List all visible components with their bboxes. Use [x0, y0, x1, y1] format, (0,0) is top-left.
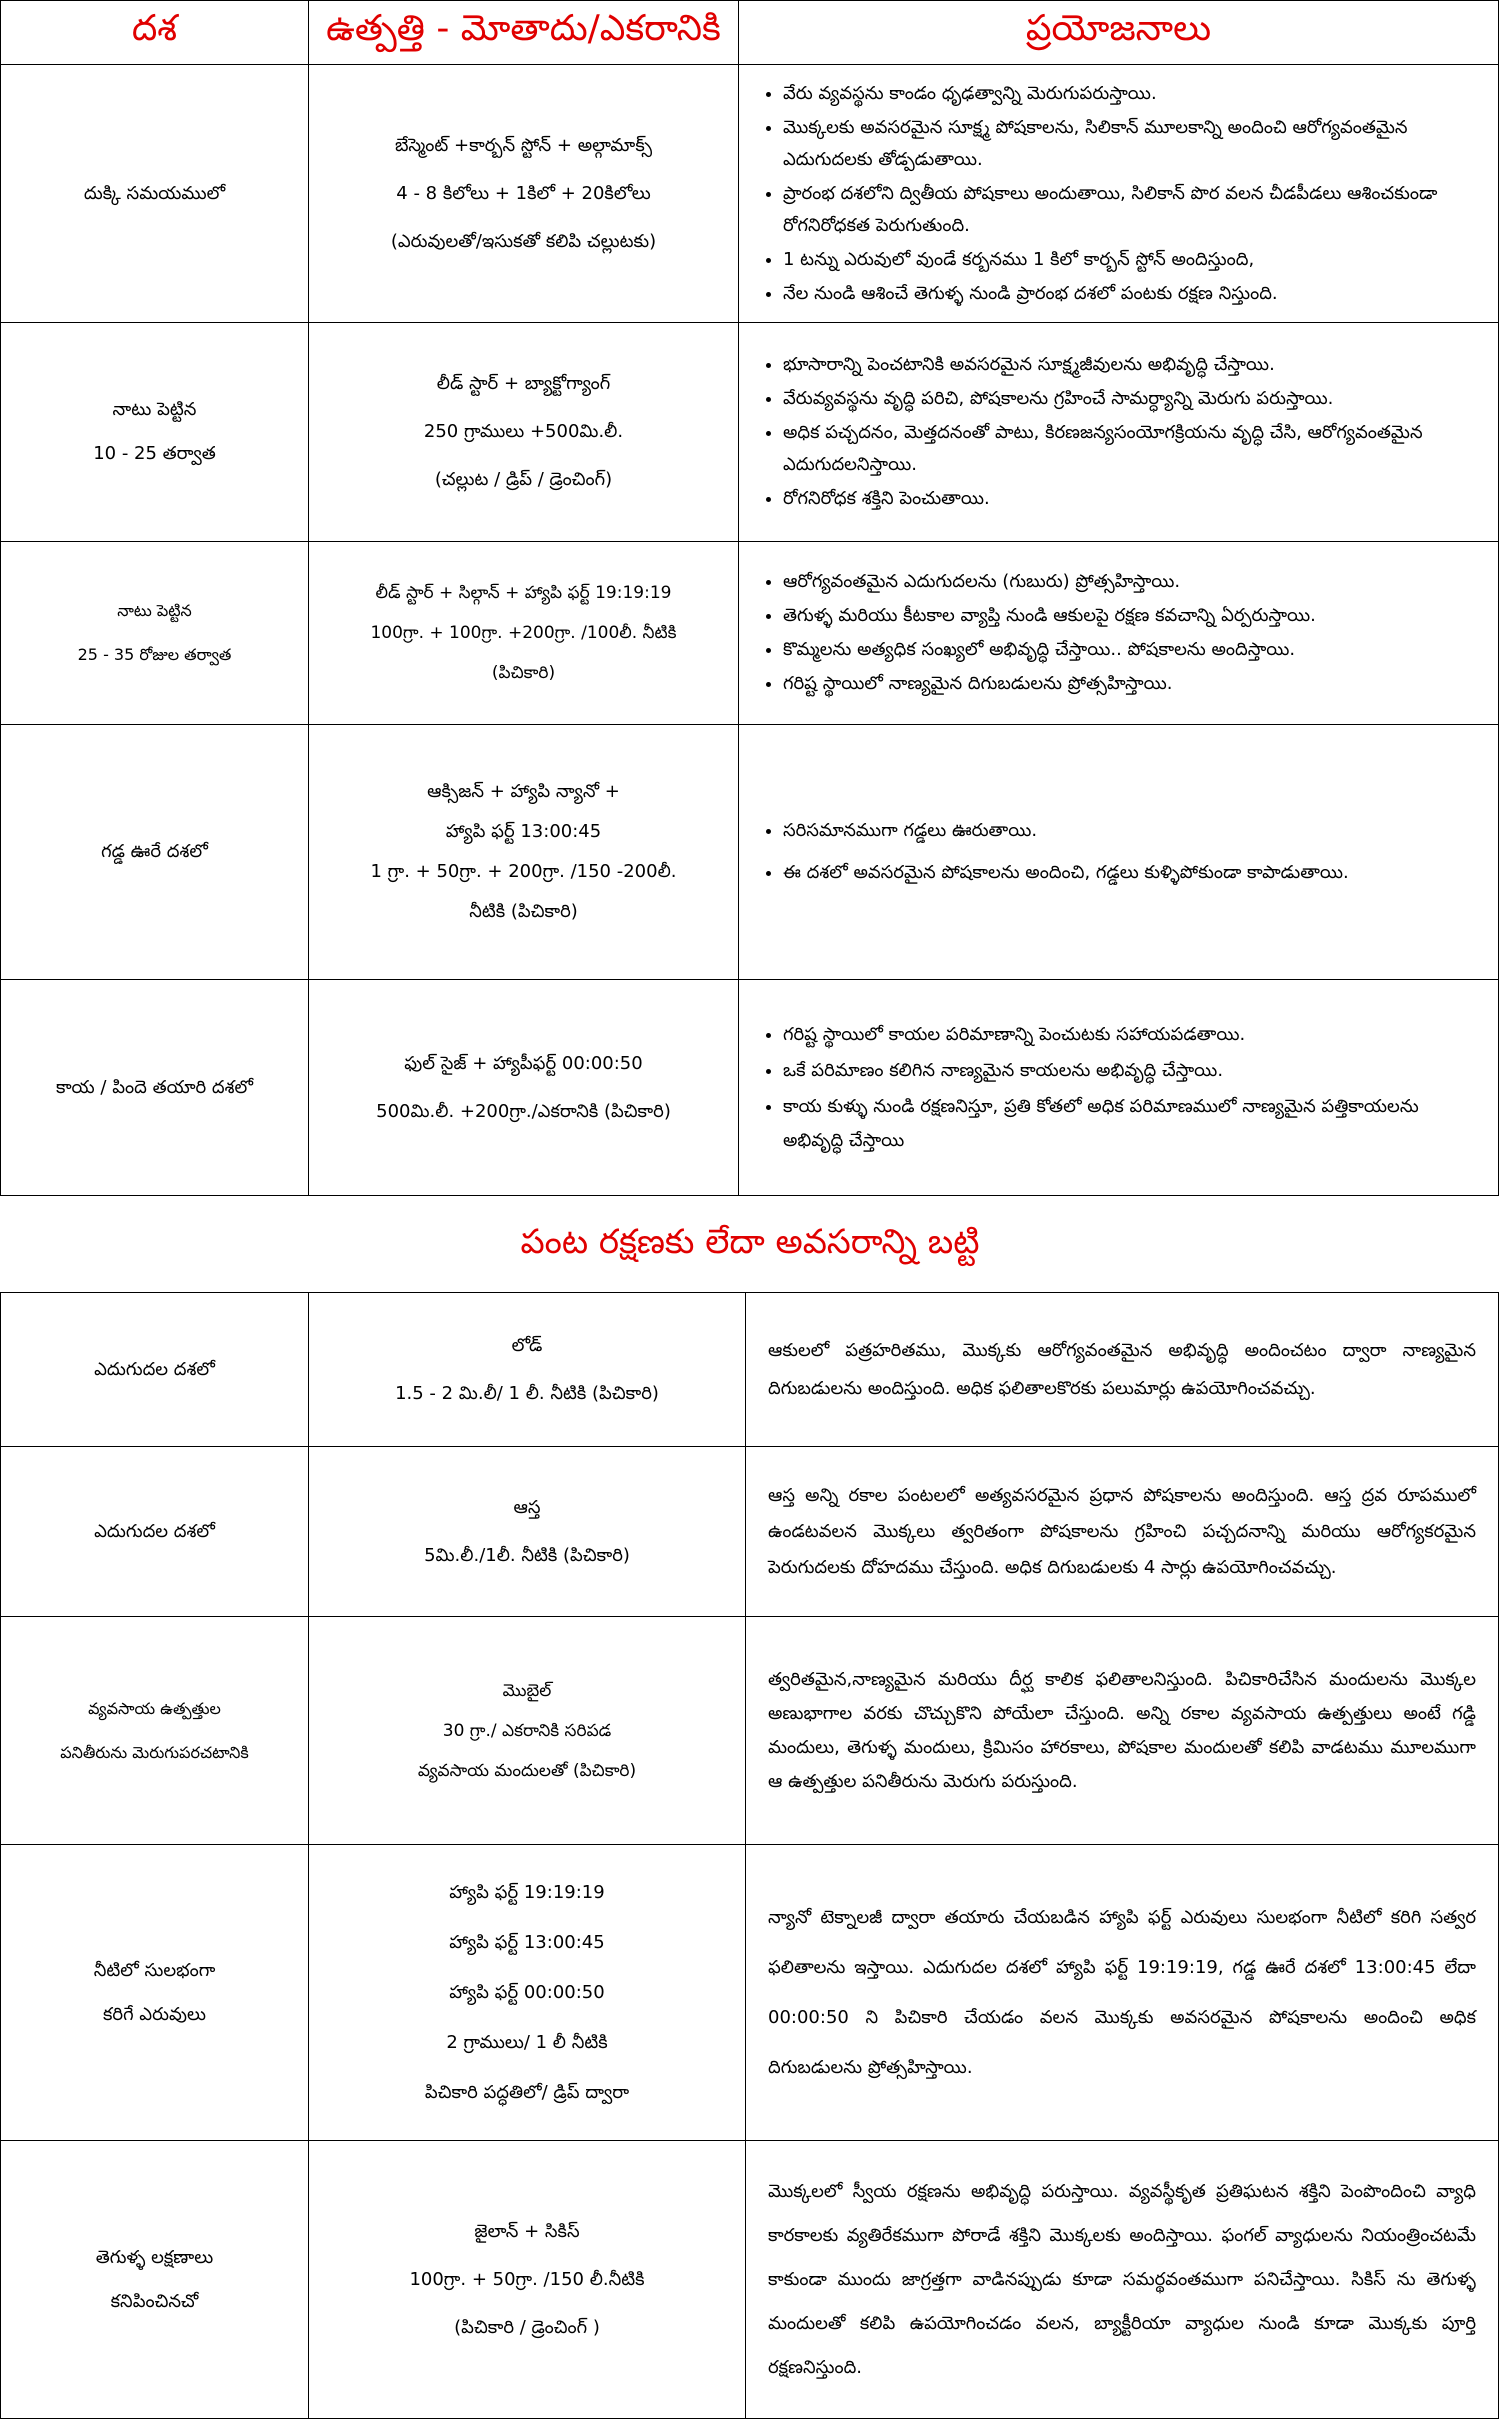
benefit-item: • కాయ కుళ్ళు నుండి రక్షణనిస్తూ, ప్రతి కోతలో అధిక పరిమాణములో నాణ్యమైన పత్తికాయలను అభివృద్ధి చేస్తాయి: [783, 1090, 1478, 1158]
product-cell: [309, 323, 739, 542]
dose-line: 5మి.లీ./1లీ. నీటికి (పిచికారి): [424, 1544, 630, 1566]
table-row: [1, 725, 1499, 980]
stage-line: పనితీరును మెరుగుపరచటానికి: [60, 1742, 249, 1762]
protection-table: [0, 1292, 1499, 2419]
stage-line: కనిపించినచో: [110, 2290, 199, 2312]
benefit-item: • నేల నుండి ఆశించే తెగుళ్ళ నుండి ప్రారంభ దశలో పంటకు రక్షణ నిస్తుంది.: [783, 278, 1478, 310]
product-line: మొబైల్: [502, 1680, 552, 1701]
stage-line: గడ్డ ఊరే దశలో: [101, 841, 208, 862]
stage-line: 10 - 25 తర్వాత: [93, 443, 216, 464]
dose-line: 1 గ్రా. + 50గ్రా. + 200గ్రా. /150 -200లీ.: [370, 861, 677, 882]
benefits-list: [739, 566, 1498, 700]
header-benefits: ప్రయోజనాలు: [739, 1, 1499, 65]
method-line: వ్యవసాయ మందులతో (పిచికారి): [417, 1760, 637, 1781]
product-line: ఆస్త: [513, 1496, 541, 1518]
stage-table: [0, 0, 1499, 1196]
method-line: పిచికారి పద్ధతిలో/ డ్రిప్ ద్వారా: [424, 2081, 630, 2103]
dose-line: 2 గ్రాములు/ 1 లీ నీటికి: [446, 2031, 608, 2053]
stage-cell: [1, 1447, 309, 1617]
product-cell: [309, 2141, 746, 2419]
table-row: [1, 1293, 1499, 1447]
stage-line: తెగుళ్ళ లక్షణాలు: [95, 2246, 214, 2268]
dose-line: 250 గ్రాములు +500మి.లీ.: [423, 421, 624, 442]
benefit-item: • గరిష్ట స్థాయిలో నాణ్యమైన దిగుబడులను ప్రోత్సహిస్తాయి.: [783, 668, 1478, 700]
benefits-cell: [739, 542, 1499, 725]
benefit-text: త్వరితమైన,నాణ్యమైన మరియు దీర్ఘ కాలిక ఫలితాలనిస్తుంది. పిచికారిచేసిన మందులను మొక్కల అణుభాగాల వరకు చొచ్చుకొని పోయేలా చేస్తుంది. అన్ని రకాల వ్యవసాయ ఉత్పత్తులు అంటే గడ్డి మందులు, తెగుళ్ళ మందులు, క్రిమిసం హారకాలు, పోషకాల మందులతో కలిపి వాడటము మూలముగా ఆ ఉత్పత్తుల పనితీరును మెరుగు పరుస్తుంది.: [768, 1668, 1476, 1792]
benefits-list: [739, 349, 1498, 515]
header-row: [1, 1, 1499, 65]
stage-line: నీటిలో సులభంగా: [93, 1959, 216, 1981]
stage-cell: [1, 323, 309, 542]
benefit-item: • ఆరోగ్యవంతమైన ఎదుగుదలను (గుబురు) ప్రోత్సహిస్తాయి.: [783, 566, 1478, 598]
stage-line: ఎదుగుదల దశలో: [94, 1358, 215, 1380]
dose-line: 30 గ్రా./ ఎకరానికి సరిపడ: [442, 1720, 612, 1741]
table-row: [1, 2141, 1499, 2419]
benefits-list: [739, 811, 1498, 893]
product-line: ఫుల్ సైజ్ + హ్యాపీఫర్ట్ 00:00:50: [404, 1052, 643, 1074]
benefits-cell: [739, 65, 1499, 323]
header-product-dose: ఉత్పత్తి - మోతాదు/ఎకరానికి: [309, 1, 739, 65]
dose-line: 1.5 - 2 మి.లీ/ 1 లీ. నీటికి (పిచికారి): [395, 1382, 659, 1404]
product-line: హ్యాపి ఫర్ట్ 19:19:19: [449, 1881, 605, 1903]
table-row: [1, 323, 1499, 542]
table-row: [1, 65, 1499, 323]
stage-cell: [1, 1845, 309, 2141]
benefit-item: • రోగనిరోధక శక్తిని పెంచుతాయి.: [783, 483, 1478, 515]
product-line: హ్యాపి ఫర్ట్ 13:00:45: [445, 821, 602, 842]
benefit-cell: [746, 1447, 1499, 1617]
method-line: (పిచికారి): [491, 663, 556, 683]
benefit-text: ఆకులలో పత్రహరితము, మొక్కకు ఆరోగ్యవంతమైన అభివృద్ధి అందించటం ద్వారా నాణ్యమైన దిగుబడులను అందిస్తుంది. అధిక ఫలితాలకొరకు పలుమార్లు ఉపయోగించవచ్చు.: [768, 1339, 1476, 1399]
method-line: (చల్లుట / డ్రిప్ / డ్రెంచింగ్): [434, 469, 613, 490]
method-line: (పిచికారి / డ్రెంచింగ్ ): [454, 2316, 600, 2338]
product-cell: [309, 1293, 746, 1447]
benefit-item: • వేరు వ్యవస్థను కాండం ధృఢత్వాన్ని మెరుగుపరుస్తాయి.: [783, 78, 1478, 110]
benefit-item: • ఒకే పరిమాణం కలిగిన నాణ్యమైన కాయలను అభివృద్ధి చేస్తాయి.: [783, 1054, 1478, 1088]
benefit-text: ఆస్త అన్ని రకాల పంటలలో అత్యవసరమైన ప్రధాన పోషకాలను అందిస్తుంది. ఆస్త ద్రవ రూపములో ఉండటవలన మొక్కలు త్వరితంగా పోషకాలను గ్రహించి పచ్చదనాన్ని మరియు ఆరోగ్యకరమైన పెరుగుదలకు దోహదము చేస్తుంది. అధిక దిగుబడులకు 4 సార్లు ఉపయోగించవచ్చు.: [768, 1484, 1476, 1578]
product-line: లీడ్ స్టార్ + సిల్గాన్ + హ్యాపి ఫర్ట్ 19:19:19: [375, 583, 672, 603]
stage-cell: [1, 1293, 309, 1447]
product-cell: [309, 725, 739, 980]
table-row: [1, 1447, 1499, 1617]
dose-line: 100గ్రా. + 50గ్రా. /150 లీ.నీటికి: [409, 2268, 645, 2290]
product-line: హ్యాపి ఫర్ట్ 13:00:45: [449, 1931, 605, 1953]
benefit-item: • అధిక పచ్చదనం, మెత్తదనంతో పాటు, కిరణజన్యసంయోగక్రియను వృద్ధి చేసి, ఆరోగ్యవంతమైన ఎదుగుదలనిస్తాయి.: [783, 417, 1478, 481]
benefit-item: • 1 టన్ను ఎరువులో వుండే కర్బనము 1 కిలో కార్బన్ స్టోన్ అందిస్తుంది,: [783, 244, 1478, 276]
product-line: జైలాన్ + సికిస్: [474, 2220, 580, 2242]
benefits-cell: [739, 725, 1499, 980]
stage-line: కరిగే ఎరువులు: [103, 2003, 206, 2025]
product-cell: [309, 1617, 746, 1845]
product-cell: [309, 980, 739, 1196]
header-stage: దశ: [1, 1, 309, 65]
stage-cell: [1, 65, 309, 323]
product-line: బేస్మెంట్ +కార్బన్ స్టోన్ + అల్గామాక్స్: [394, 134, 653, 156]
benefits-list: [739, 78, 1498, 310]
stage-line: ఎదుగుదల దశలో: [94, 1520, 215, 1542]
product-cell: [309, 1447, 746, 1617]
benefit-text: న్యానో టెక్నాలజీ ద్వారా తయారు చేయబడిన హ్యాపి ఫర్ట్ ఎరువులు సులభంగా నీటిలో కరిగి సత్వర ఫలితాలను ఇస్తాయి. ఎదుగుదల దశలో హ్యాపి ఫర్ట్ 19:19:19, గడ్డ ఊరే దశలో 13:00:45 లేదా 00:00:50 ని పిచికారి చేయడం వలన మొక్కకు అవసరమైన పోషకాలను అందించి అధిక దిగుబడులను ప్రోత్సహిస్తాయి.: [768, 1906, 1476, 2078]
benefit-item: • ఈ దశలో అవసరమైన పోషకాలను అందించి, గడ్డలు కుళ్ళిపోకుండా కాపాడుతాయి.: [783, 853, 1478, 893]
stage-line: కాయ / పిందె తయారి దశలో: [55, 1076, 254, 1098]
stage-line: 25 - 35 రోజుల తర్వాత: [77, 645, 232, 664]
benefit-cell: [746, 1293, 1499, 1447]
method-line: నీటికి (పిచికారి): [469, 901, 578, 922]
stage-cell: [1, 980, 309, 1196]
product-line: లోడ్: [511, 1334, 543, 1356]
dose-line: 500మి.లీ. +200గ్రా./ఎకరానికి (పిచికారి): [376, 1100, 671, 1122]
dose-line: 4 - 8 కిలోలు + 1కిలో + 20కిలోలు: [396, 182, 651, 204]
benefit-item: • తెగుళ్ళ మరియు కీటకాల వ్యాప్తి నుండి ఆకులపై రక్షణ కవచాన్ని ఏర్పరుస్తాయి.: [783, 600, 1478, 632]
benefit-item: • భూసారాన్ని పెంచటానికి అవసరమైన సూక్ష్మజీవులను అభివృద్ధి చేస్తాయి.: [783, 349, 1478, 381]
stage-cell: [1, 542, 309, 725]
benefits-list: [739, 1018, 1498, 1158]
benefit-item: • కొమ్మలను అత్యధిక సంఖ్యలో అభివృద్ధి చేస్తాయి.. పోషకాలను అందిస్తాయి.: [783, 634, 1478, 666]
benefit-item: • వేరువ్యవస్థను వృద్ధి పరిచి, పోషకాలను గ్రహించే సామర్ధ్యాన్ని మెరుగు పరుస్తాయి.: [783, 383, 1478, 415]
stage-line: దుక్కి సమయములో: [83, 182, 226, 204]
benefit-item: • మొక్కలకు అవసరమైన సూక్ష్మ పోషకాలను, సిలికాన్ మూలకాన్ని అందించి ఆరోగ్యవంతమైన ఎదుగుదలకు తోడ్పడుతాయి.: [783, 112, 1478, 176]
dose-line: 100గ్రా. + 100గ్రా. +200గ్రా. /100లీ. నీటికి: [370, 623, 677, 643]
stage-line: వ్యవసాయ ఉత్పత్తుల: [88, 1698, 221, 1718]
stage-line: నాటు పెట్టిన: [117, 601, 192, 620]
benefit-cell: [746, 2141, 1499, 2419]
benefits-cell: [739, 980, 1499, 1196]
product-line: ఆక్సిజన్ + హ్యాపి న్యానో +: [427, 781, 620, 802]
stage-line: నాటు పెట్టిన: [112, 399, 197, 420]
product-cell: [309, 542, 739, 725]
benefit-text: మొక్కలలో స్వీయ రక్షణను అభివృద్ధి పరుస్తాయి. వ్యవస్థీకృత ప్రతిఘటన శక్తిని పెంపొందించి వ్యాధి కారకాలకు వ్యతిరేకముగా పోరాడే శక్తిని మొక్కలకు అందిస్తాయి. ఫంగల్ వ్యాధులను నియంత్రించటమే కాకుండా ముందు జాగ్రత్తగా వాడినప్పుడు కూడా సమర్థవంతముగా పనిచేస్తాయి. సికిస్ ను తెగుళ్ళ మందులతో కలిపి ఉపయోగించడం వలన, బ్యాక్టీరియా వ్యాధుల నుండి కూడా మొక్కకు పూర్తి రక్షణనిస్తుంది.: [768, 2180, 1476, 2378]
section-title: పంట రక్షణకు లేదా అవసరాన్ని బట్టి: [520, 1222, 980, 1262]
table-row: [1, 1845, 1499, 2141]
table-row: [1, 542, 1499, 725]
product-cell: [309, 65, 739, 323]
table-row: [1, 980, 1499, 1196]
stage-cell: [1, 1617, 309, 1845]
benefit-cell: [746, 1617, 1499, 1845]
benefit-item: • గరిష్ట స్థాయిలో కాయల పరిమాణాన్ని పెంచుటకు సహాయపడతాయి.: [783, 1018, 1478, 1052]
product-line: హ్యాపి ఫర్ట్ 00:00:50: [449, 1981, 605, 2003]
stage-cell: [1, 725, 309, 980]
table-row: [1, 1617, 1499, 1845]
product-cell: [309, 1845, 746, 2141]
benefit-item: • ప్రారంభ దశలోని ద్వితీయ పోషకాలు అందుతాయి, సిలికాన్ పొర వలన చీడపీడలు ఆశించకుండా రోగనిరోధకత పెరుగుతుంది.: [783, 178, 1478, 242]
stage-cell: [1, 2141, 309, 2419]
method-line: (ఎరువులతో/ఇసుకతో కలిపి చల్లుటకు): [390, 230, 657, 252]
benefit-cell: [746, 1845, 1499, 2141]
benefits-cell: [739, 323, 1499, 542]
product-line: లీడ్ స్టార్ + బ్యాక్టోగ్యాంగ్: [436, 373, 611, 394]
benefit-item: • సరిసమానముగా గడ్డలు ఊరుతాయి.: [783, 811, 1478, 851]
